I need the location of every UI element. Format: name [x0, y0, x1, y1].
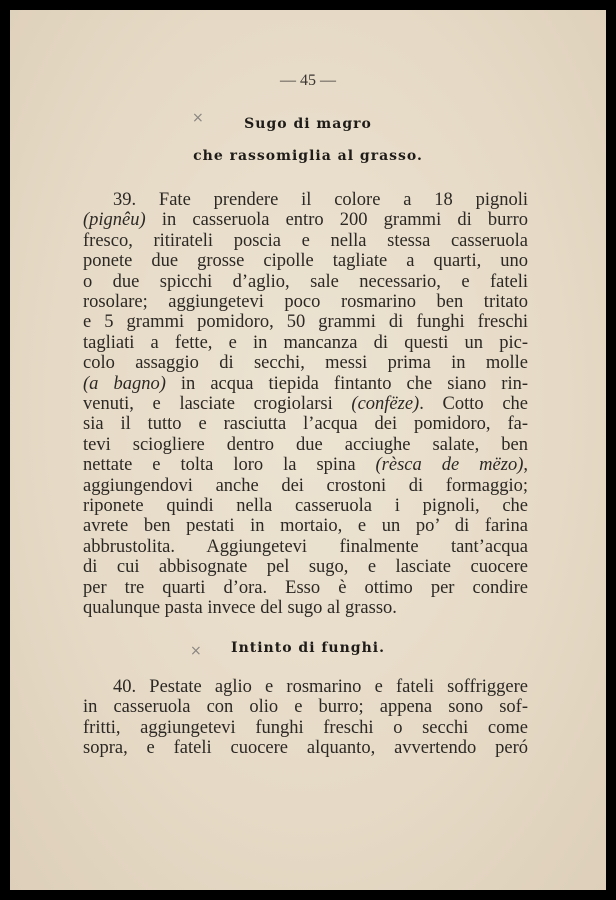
pencil-cross-mark: × [190, 643, 202, 659]
text-segment: aggiungendovi anche dei crostoni di formaggio; [83, 475, 528, 496]
text-segment: venuti, e lasciate crogiolarsi [83, 394, 352, 414]
pencil-cross-mark: × [192, 110, 204, 126]
text-segment: in acqua tiepida fintanto che siano rin- [165, 373, 529, 394]
text-segment: nettate e tolta loro la spina [83, 455, 376, 476]
text-line [83, 210, 528, 230]
text-line [83, 190, 528, 210]
text-line [83, 353, 528, 373]
recipe-subtitle: che rassomiglia al grasso. [193, 148, 423, 164]
text-segment: ponete due grosse cipolle tagliate a quarti, uno [83, 251, 528, 272]
text-segment: . Cotto che [419, 394, 528, 414]
text-segment: colo assaggio di secchi, messi prima in molle [83, 353, 528, 374]
text-segment: per tre quarti d’ora. Esso è ottimo per condire [83, 577, 528, 598]
text-segment: tevi sciogliere dentro due acciughe salate, ben [83, 434, 528, 455]
page-number: — 45 — [280, 72, 336, 89]
text-segment: sopra, e fateli cuocere alquanto, avvertendo peró [83, 737, 528, 758]
text-line [83, 697, 528, 717]
text-segment: fresco, ritirateli poscia e nella stessa casseruola [83, 230, 528, 251]
text-line [83, 394, 528, 414]
text-line [83, 374, 528, 394]
text-segment: rosolare; aggiungetevi poco rosmarino ben tritato [83, 292, 528, 312]
text-segment: avrete ben pestati in mortaio, e un po’ di farina [83, 516, 528, 537]
text-line [83, 578, 528, 598]
text-segment: , [523, 455, 528, 476]
text-line [83, 476, 528, 496]
text-segment: fritti, aggiungetevi funghi freschi o secchi come [83, 717, 528, 738]
text-line [83, 516, 528, 536]
text-segment: 39. Fate prendere il colore a 18 pignoli [113, 190, 528, 210]
recipe-title: Intinto di funghi. [231, 640, 385, 656]
text-line [83, 455, 528, 475]
text-segment: 40. Pestate aglio e rosmarino e fateli soffriggere [113, 677, 528, 697]
text-line [83, 251, 528, 271]
text-segment: di cui abbisognate pel sugo, e lasciate cuocere [83, 557, 528, 578]
book-page [10, 10, 606, 890]
text-line [83, 414, 528, 434]
text-line [83, 333, 528, 353]
text-line [83, 557, 528, 577]
text-line [83, 496, 528, 516]
text-segment: o due spicchi d’aglio, sale necessario, e fateli [83, 271, 528, 292]
dialect-term: (rèsca de mëzo) [375, 455, 524, 476]
text-segment: e 5 grammi pomidoro, 50 grammi di funghi freschi [83, 312, 528, 333]
text-segment: riponete quindi nella casseruola i pignoli, che [83, 496, 528, 516]
dialect-term: (pignêu) [83, 210, 146, 231]
text-segment: in casseruola entro 200 grammi di burro [145, 210, 528, 231]
text-line [83, 677, 528, 697]
recipe-title: Sugo di magro [244, 116, 372, 132]
dialect-term: (confëze) [351, 394, 420, 414]
text-line [83, 272, 528, 292]
text-line [83, 435, 528, 455]
dialect-term: (a bagno) [83, 373, 166, 394]
text-segment: in casseruola con olio e burro; appena sono sof- [83, 697, 528, 718]
text-line [83, 598, 528, 618]
text-line [83, 738, 528, 758]
text-line [83, 718, 528, 738]
text-segment: abbrustolita. Aggiungetevi finalmente tant’acqua [83, 536, 528, 557]
text-line [83, 292, 528, 312]
text-line [83, 537, 528, 557]
text-segment: qualunque pasta invece del sugo al grasso. [83, 598, 397, 618]
text-segment: sia il tutto e rasciutta l’acqua dei pomidoro, fa- [83, 414, 528, 435]
text-line [83, 231, 528, 251]
text-line [83, 312, 528, 332]
text-segment: tagliati a fette, e in mancanza di questi un pic- [83, 332, 528, 353]
